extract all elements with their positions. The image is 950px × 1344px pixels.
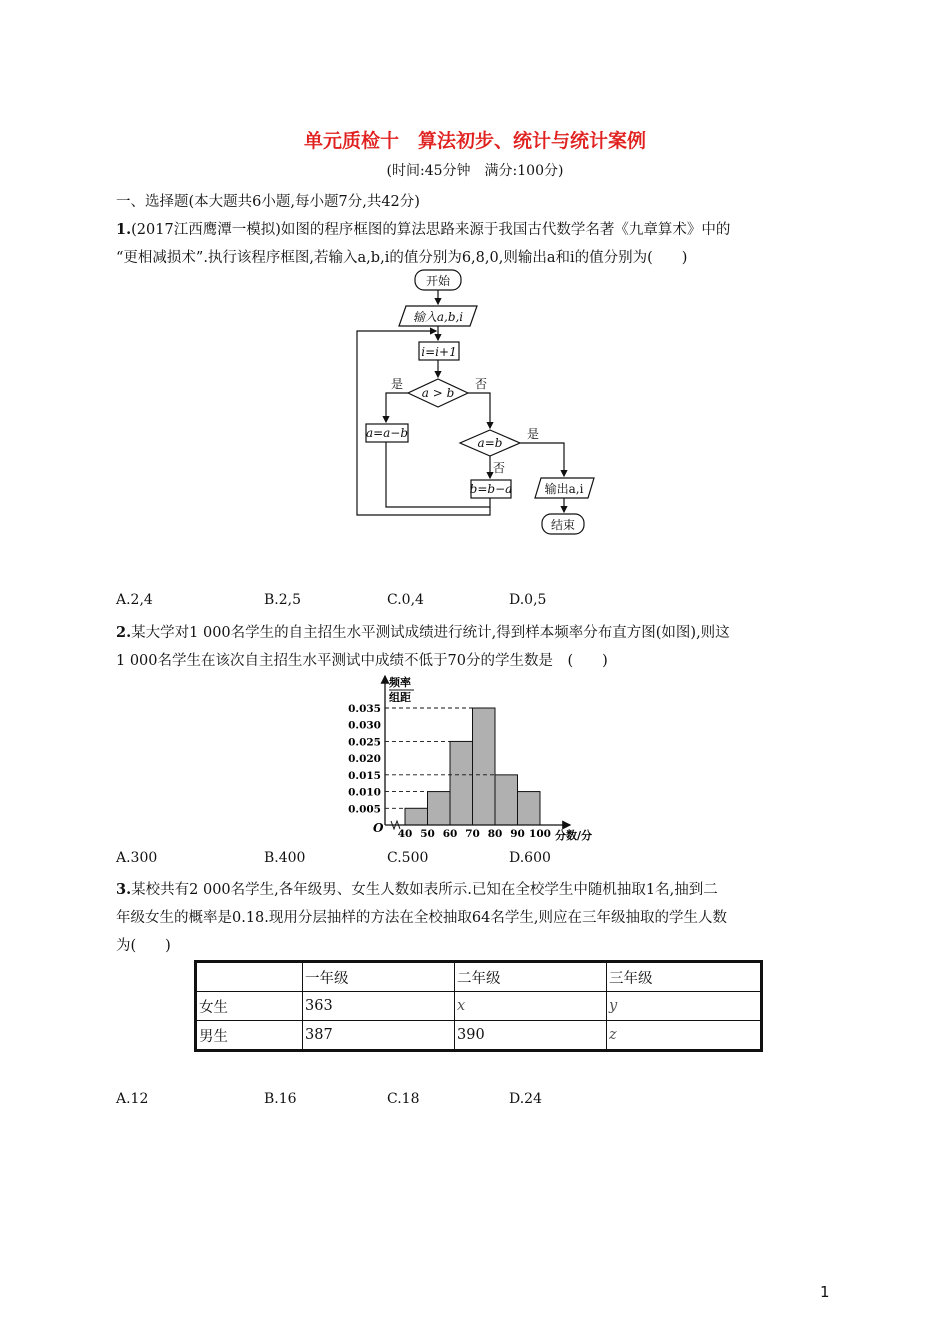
table-cell: y [607, 992, 762, 1021]
table-header-cell: 一年级 [303, 962, 455, 992]
q2-line2: 1 000名学生在该次自主招生水平测试中成绩不低于70分的学生数是 ( ) [116, 653, 608, 669]
q2-option-d: D.600 [509, 850, 551, 866]
q3-line3: 为( ) [116, 938, 171, 954]
q2-line1 [116, 621, 730, 642]
flow-cond2-label: a=b [477, 436, 503, 450]
hist-ytick-label: 0.030 [348, 719, 381, 732]
hist-xtick-label: 90 [510, 828, 525, 840]
hist-bar [428, 792, 451, 825]
table-header-row [196, 962, 762, 992]
hist-ylabel-top: 频率 [389, 676, 411, 689]
q1-line2: “更相减损术”.执行该程序框图,若输入a,b,i的值分别为6,8,0,则输出a和i的值分别为( ) [116, 250, 688, 266]
q2-text-1: 某大学对1 000名学生的自主招生水平测试成绩进行统计,得到样本频率分布直方图(如图),则这 [131, 625, 730, 641]
flow-yes1-label: 是 [390, 377, 404, 391]
hist-xtick-label: 50 [420, 828, 435, 840]
q1-line1 [116, 218, 730, 239]
q1-option-a: A.2,4 [116, 592, 153, 608]
hist-ytick-label: 0.020 [348, 753, 381, 766]
section-heading: 一、选择题(本大题共6小题,每小题7分,共42分) [116, 194, 420, 210]
table-cell: 387 [303, 1021, 455, 1051]
q2-number: 2. [116, 624, 132, 641]
page-subtitle: (时间:45分钟 满分:100分) [386, 163, 564, 179]
q1-text-1: (2017江西鹰潭一模拟)如图的程序框图的算法思路来源于我国古代数学名著《九章算术》中的 [131, 222, 731, 238]
q3-text-1: 某校共有2 000名学生,各年级男、女生人数如表所示.已知在全校学生中随机抽取1名,抽到二 [131, 882, 718, 898]
table-header-cell: 二年级 [455, 962, 607, 992]
q3-line1 [116, 878, 718, 899]
hist-bar [450, 741, 473, 825]
flow-end-label: 结束 [550, 518, 576, 532]
hist-ytick-label: 0.015 [348, 769, 381, 782]
hist-ylabel-bottom: 组距 [389, 691, 411, 704]
hist-bar [405, 808, 428, 825]
table-row [196, 1021, 762, 1051]
hist-origin: O [373, 821, 384, 835]
q1-number: 1. [116, 221, 132, 238]
table-header-cell [196, 962, 303, 992]
hist-bar [518, 792, 541, 825]
hist-ytick-label: 0.005 [348, 803, 381, 816]
flow-incr-label: i=i+1 [421, 345, 457, 359]
flow-start-label: 开始 [425, 274, 451, 288]
table-row [196, 992, 762, 1021]
q3-number: 3. [116, 881, 132, 898]
flow-yes2-label: 是 [526, 427, 540, 441]
hist-xtick-label: 70 [465, 828, 480, 840]
flow-output-label: 输出a,i [544, 482, 584, 496]
q2-option-b: B.400 [264, 850, 306, 866]
hist-ytick-label: 0.035 [348, 703, 381, 715]
q3-option-b: B.16 [264, 1091, 297, 1107]
table-cell: 363 [303, 992, 455, 1021]
q1-flowchart [340, 262, 600, 542]
page-title: 单元质检十 算法初步、统计与统计案例 [303, 130, 646, 152]
page-number: 1 [820, 1283, 830, 1301]
hist-xtick-label: 100 [529, 828, 551, 840]
q2-histogram [340, 670, 610, 845]
hist-bar [495, 775, 518, 825]
hist-ytick-label: 0.025 [348, 736, 381, 749]
hist-xtick-label: 60 [442, 828, 458, 840]
hist-bar [473, 708, 496, 825]
q3-line2: 年级女生的概率是0.18.现用分层抽样的方法在全校抽取64名学生,则应在三年级抽取的学生人数 [116, 910, 727, 926]
flow-input-label: 输入a,b,i [412, 310, 464, 324]
flow-no1-label: 否 [474, 377, 488, 391]
flow-assign-b-label: b=b−a [469, 482, 513, 496]
hist-xtick-label: 80 [487, 828, 503, 840]
table-cell: 男生 [196, 1021, 303, 1051]
flow-assign-a-label: a=a−b [365, 426, 409, 440]
table-cell: z [607, 1021, 762, 1051]
flow-no2-label: 否 [492, 461, 506, 475]
q1-option-d: D.0,5 [509, 592, 547, 608]
table-cell: 390 [455, 1021, 607, 1051]
table-cell: 女生 [196, 992, 303, 1021]
hist-xlabel: 分数/分 [555, 829, 593, 842]
table-cell: x [455, 992, 607, 1021]
q2-option-c: C.500 [387, 850, 429, 866]
flow-cond1-label: a > b [421, 386, 455, 400]
hist-xtick-label: 40 [397, 828, 413, 840]
q1-option-c: C.0,4 [387, 592, 424, 608]
table-header-cell: 三年级 [607, 962, 762, 992]
q1-option-b: B.2,5 [264, 592, 302, 608]
q2-option-a: A.300 [116, 850, 158, 866]
q3-option-d: D.24 [509, 1091, 542, 1107]
q3-table [194, 960, 763, 1052]
q3-option-c: C.18 [387, 1091, 420, 1107]
hist-ytick-label: 0.010 [348, 786, 381, 799]
q3-option-a: A.12 [116, 1091, 149, 1107]
